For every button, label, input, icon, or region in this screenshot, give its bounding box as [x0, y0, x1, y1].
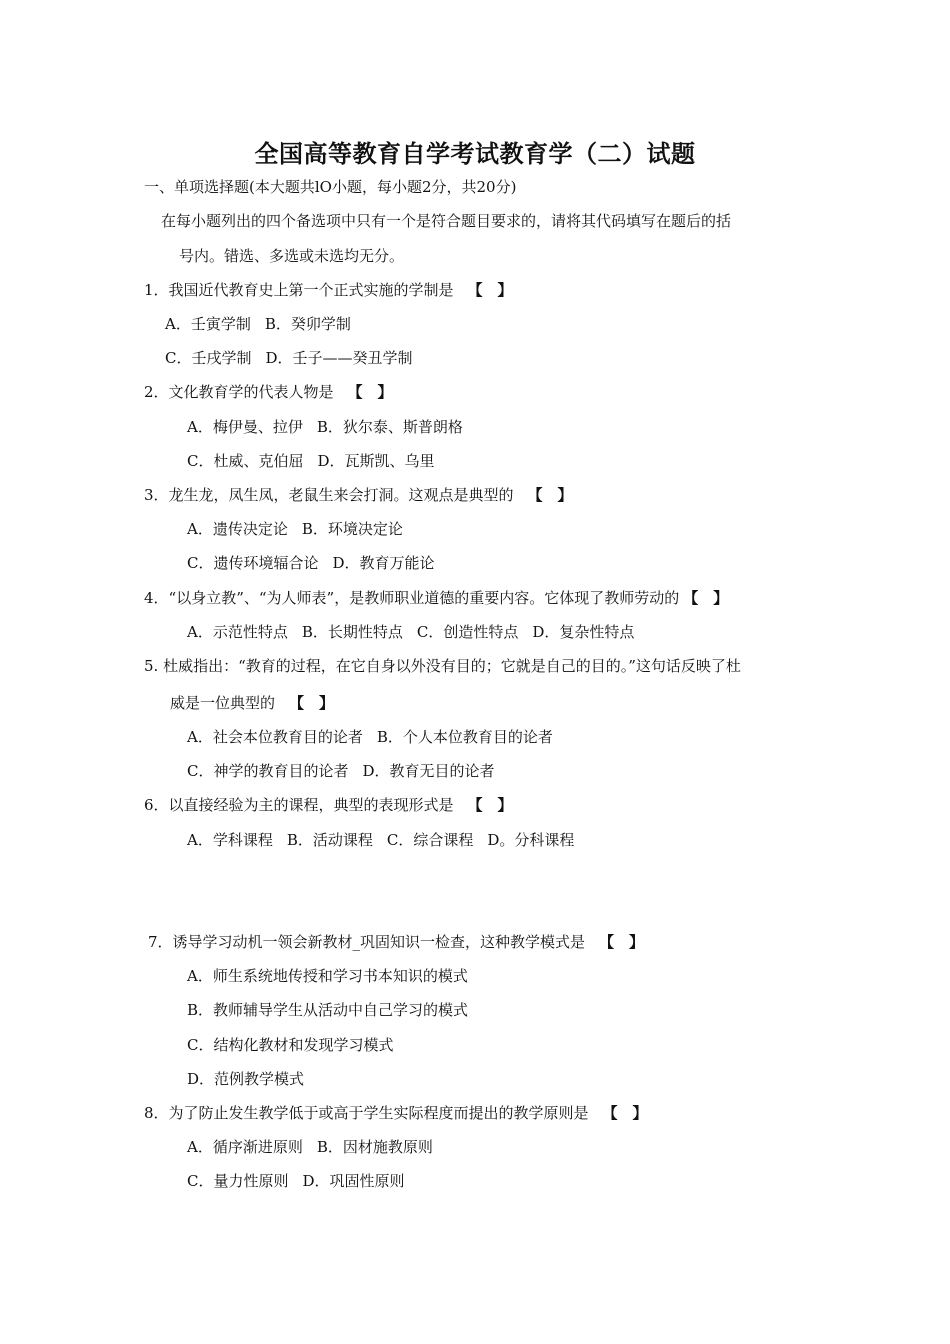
question-2-options-row-2	[187, 450, 449, 472]
answer-bracket: 【 】	[599, 933, 645, 951]
question-1-options-row-1	[165, 313, 365, 335]
question-stem-text: 7．诱导学习动机一领会新教材_巩固知识一检查，这种教学模式是	[148, 933, 586, 951]
question-2-options-row-1	[187, 416, 477, 438]
question-3-options-row-1	[187, 518, 417, 540]
question-stem-text: 威是一位典型的	[170, 694, 276, 712]
question-4-stem	[144, 587, 728, 609]
option-a: A．遗传决定论	[187, 520, 288, 538]
option-d: D．教育无目的论者	[362, 762, 495, 780]
instruction-line-1: 在每小题列出的四个备选项中只有一个是符合题目要求的，请将其代码填写在题后的括	[161, 212, 732, 230]
answer-bracket: 【 】	[289, 694, 335, 712]
option-d: D．教育万能论	[332, 554, 435, 572]
question-5-stem-continued	[170, 692, 334, 714]
answer-bracket: 【 】	[467, 796, 513, 814]
question-8-options-row-1	[187, 1136, 447, 1158]
section-heading: 一、单项选择题(本大题共lO小题，每小题2分，共20分)	[144, 178, 517, 196]
option-a: A．壬寅学制	[165, 315, 251, 333]
option-d: D．复杂性特点	[532, 623, 635, 641]
question-7-stem	[148, 931, 644, 953]
question-8-options-row-2	[187, 1170, 419, 1192]
question-5-options-row-2	[187, 760, 509, 782]
option-b: B．环境决定论	[301, 520, 403, 538]
question-1-options-row-2	[165, 347, 427, 369]
option-c: C．神学的教育目的论者	[187, 762, 349, 780]
question-1-stem	[144, 279, 513, 301]
question-2-stem	[144, 381, 393, 403]
option-c: C．壬戌学制	[165, 349, 252, 367]
question-stem-text: 3．龙生龙，凤生凤，老鼠生来会打洞。这观点是典型的	[144, 486, 514, 504]
answer-bracket: 【 】	[527, 486, 573, 504]
option-c: C．综合课程	[386, 831, 474, 849]
option-b: B．个人本位教育目的论者	[376, 728, 553, 746]
option-b: B．狄尔泰、斯普朗格	[316, 418, 463, 436]
option-d: D．瓦斯凯、乌里	[317, 452, 435, 470]
question-4-options-row-1	[187, 621, 648, 643]
question-stem-text: 8．为了防止发生教学低于或高于学生实际程度而提出的教学原则是	[144, 1104, 589, 1122]
option-a: A．社会本位教育目的论者	[187, 728, 363, 746]
answer-bracket: 【 】	[347, 383, 393, 401]
question-7-option-b: B．教师辅导学生从活动中自己学习的模式	[187, 1001, 469, 1019]
answer-bracket: 【 】	[602, 1104, 648, 1122]
option-a: A．梅伊曼、拉伊	[187, 418, 303, 436]
question-stem-text: 4．“以身立教”、“为人师表”，是教师职业道德的重要内容。它体现了教师劳动的	[144, 589, 680, 607]
question-stem-text: 2．文化教育学的代表人物是	[144, 383, 334, 401]
question-5-options-row-1	[187, 726, 567, 748]
question-6-stem	[144, 794, 513, 816]
answer-bracket: 【 】	[467, 281, 513, 299]
question-8-stem	[144, 1102, 648, 1124]
option-b: B．长期性特点	[301, 623, 403, 641]
option-c: C．量力性原则	[187, 1172, 289, 1190]
question-stem-text: 1．我国近代教育史上第一个正式实施的学制是	[144, 281, 454, 299]
instruction-line-2: 号内。错选、多选或未选均无分。	[179, 247, 405, 265]
option-d: D．巩固性原则	[302, 1172, 405, 1190]
question-7-option-d: D．范例教学模式	[187, 1070, 305, 1088]
question-7-option-a: A．师生系统地传授和学习书本知识的模式	[187, 967, 468, 985]
option-a: A．循序渐进原则	[187, 1138, 303, 1156]
option-c: C．遗传环境辐合论	[187, 554, 319, 572]
question-7-option-c: C．结构化教材和发现学习模式	[187, 1036, 394, 1054]
option-b: B．因材施教原则	[316, 1138, 433, 1156]
question-3-options-row-2	[187, 552, 449, 574]
page-title: 全国高等教育自学考试教育学（二）试题	[254, 140, 696, 168]
option-c: C．杜威、克伯屈	[187, 452, 304, 470]
option-a: A．示范性特点	[187, 623, 288, 641]
option-c: C．创造性特点	[416, 623, 519, 641]
question-stem-text: 6．以直接经验为主的课程，典型的表现形式是	[144, 796, 454, 814]
option-d: D．壬子——癸丑学制	[265, 349, 413, 367]
question-6-options-row-1	[187, 829, 588, 851]
option-d: D。分科课程	[487, 831, 575, 849]
option-a: A．学科课程	[187, 831, 273, 849]
question-5-stem: 5. 杜威指出：“教育的过程，在它自身以外没有目的；它就是自己的目的。”这句话反映了杜	[144, 657, 741, 675]
option-b: B．癸卯学制	[264, 315, 351, 333]
answer-bracket: 【 】	[683, 589, 729, 607]
option-b: B．活动课程	[286, 831, 373, 849]
question-3-stem	[144, 484, 573, 506]
